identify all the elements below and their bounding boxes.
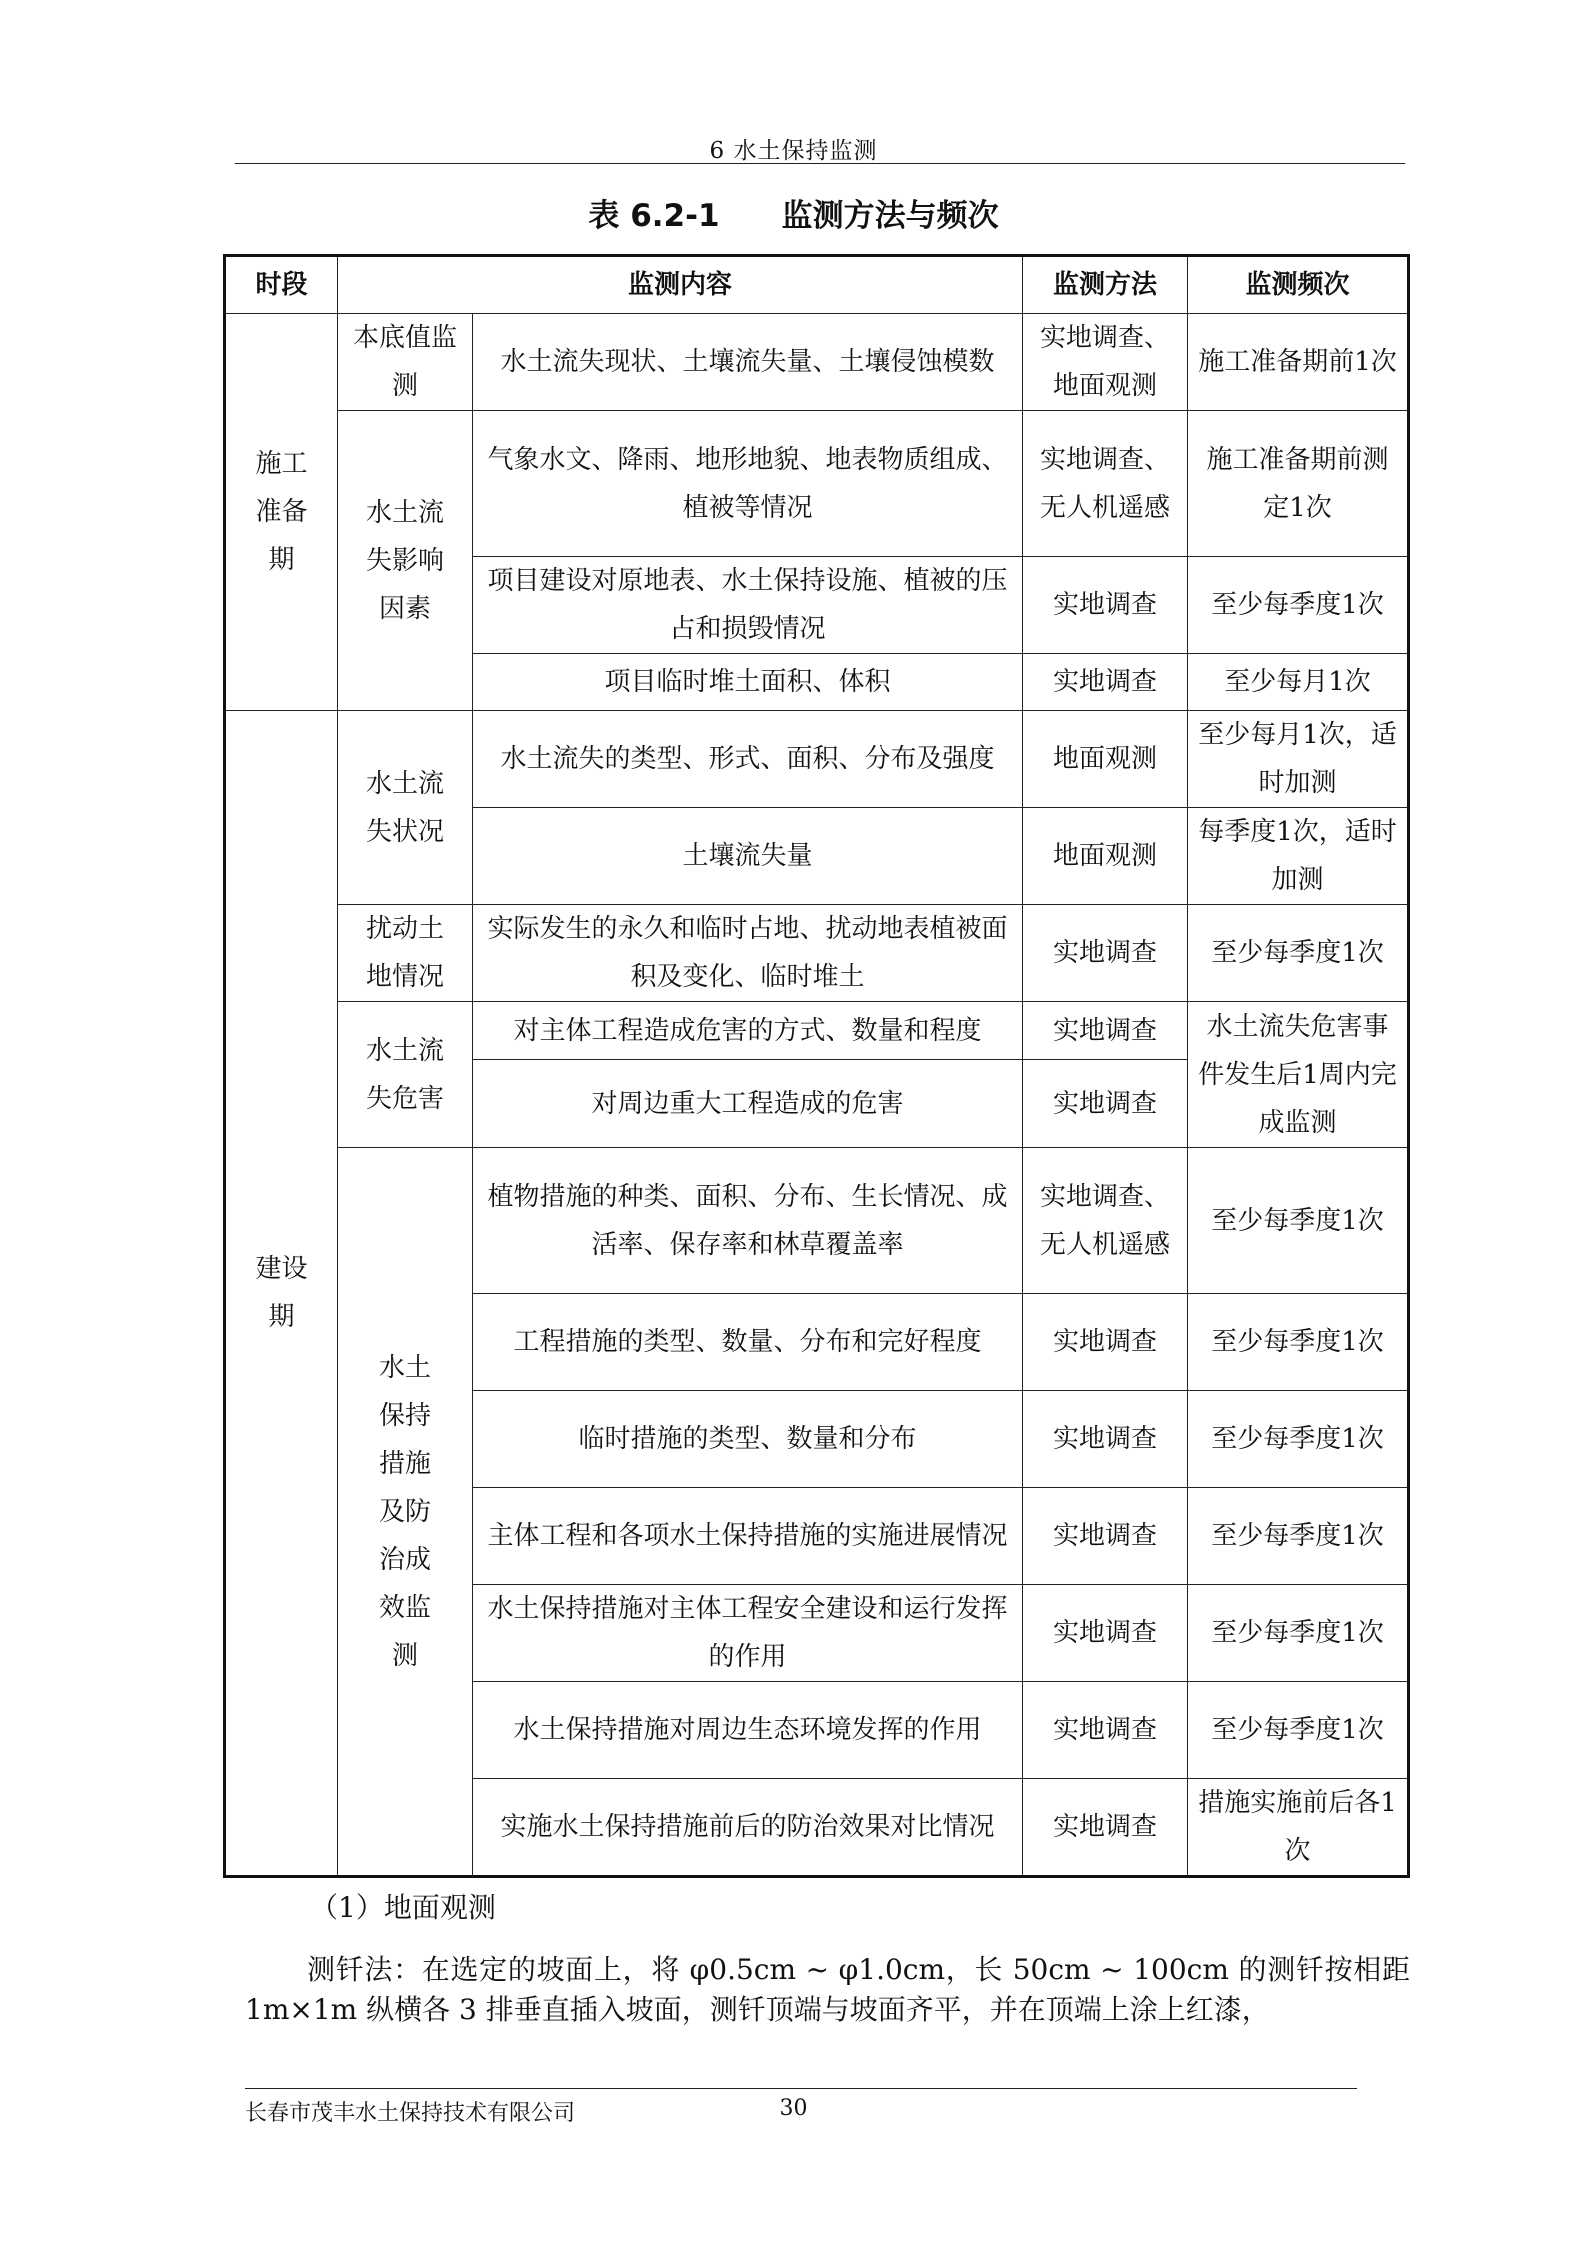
- frequency-cell: 施工准备期前1次: [1188, 314, 1409, 411]
- content-cell: 水土保持措施对周边生态环境发挥的作用: [473, 1682, 1023, 1779]
- method-cell: 实地调查: [1023, 557, 1188, 654]
- period-cell: 建设期: [225, 711, 338, 1877]
- frequency-cell: 至少每季度1次: [1188, 557, 1409, 654]
- footer-company: 长春市茂丰水土保持技术有限公司: [245, 2101, 576, 2126]
- method-cell: 实地调查: [1023, 654, 1188, 711]
- table-row: [225, 314, 1409, 411]
- content-cell: 水土流失现状、土壤流失量、土壤侵蚀模数: [473, 314, 1023, 411]
- method-cell: 地面观测: [1023, 808, 1188, 905]
- frequency-cell: 至少每季度1次: [1188, 1682, 1409, 1779]
- content-cell: 主体工程和各项水土保持措施的实施进展情况: [473, 1488, 1023, 1585]
- content-cell: 实施水土保持措施前后的防治效果对比情况: [473, 1779, 1023, 1877]
- content-cell: 水土流失的类型、形式、面积、分布及强度: [473, 711, 1023, 808]
- method-cell: 实地调查: [1023, 1060, 1188, 1148]
- header-content: 监测内容: [338, 256, 1023, 314]
- method-cell: 实地调查: [1023, 1585, 1188, 1682]
- content-cell: 对周边重大工程造成的危害: [473, 1060, 1023, 1148]
- method-cell: 实地调查: [1023, 1488, 1188, 1585]
- running-header: 6 水土保持监测: [709, 138, 878, 164]
- frequency-cell: 至少每季度1次: [1188, 1488, 1409, 1585]
- content-cell: 气象水文、降雨、地形地貌、地表物质组成、植被等情况: [473, 411, 1023, 557]
- header-rule: [235, 163, 1405, 164]
- frequency-cell: 水土流失危害事件发生后1周内完成监测: [1188, 1002, 1409, 1148]
- table-row: [225, 411, 1409, 557]
- body-paragraph: 测钎法：在选定的坡面上，将 φ0.5cm ~ φ1.0cm，长 50cm ~ 100cm 的测钎按相距 1m×1m 纵横各 3 排垂直插入坡面，测钎顶端与坡面齐平，并在顶端上涂上红漆，: [245, 1953, 1410, 2026]
- content-cell: 项目临时堆土面积、体积: [473, 654, 1023, 711]
- frequency-cell: 至少每季度1次: [1188, 1391, 1409, 1488]
- page-number: 30: [779, 2096, 808, 2121]
- content-cell: 土壤流失量: [473, 808, 1023, 905]
- category-cell: 扰动土地情况: [338, 905, 473, 1002]
- section-heading-ground-observation: （1）地面观测: [310, 1891, 496, 1924]
- table-caption: [0, 190, 1587, 235]
- table-row: [225, 1002, 1409, 1060]
- method-cell: 实地调查: [1023, 905, 1188, 1002]
- content-cell: 植物措施的种类、面积、分布、生长情况、成活率、保存率和林草覆盖率: [473, 1148, 1023, 1294]
- category-cell: 水土保持措施及防治成效监测: [338, 1148, 473, 1877]
- category-cell: 水土流失状况: [338, 711, 473, 905]
- content-cell: 水土保持措施对主体工程安全建设和运行发挥的作用: [473, 1585, 1023, 1682]
- category-cell: 水土流失影响因素: [338, 411, 473, 711]
- header-method: 监测方法: [1023, 256, 1188, 314]
- footer-rule: [245, 2088, 1357, 2089]
- frequency-cell: 措施实施前后各1次: [1188, 1779, 1409, 1877]
- table-header-row: [225, 256, 1409, 314]
- frequency-cell: 至少每月1次: [1188, 654, 1409, 711]
- frequency-cell: 至少每季度1次: [1188, 1585, 1409, 1682]
- table-row: [225, 1148, 1409, 1294]
- method-cell: 实地调查、无人机遥感: [1023, 1148, 1188, 1294]
- method-cell: 实地调查: [1023, 1779, 1188, 1877]
- frequency-cell: 至少每季度1次: [1188, 1148, 1409, 1294]
- category-cell: 水土流失危害: [338, 1002, 473, 1148]
- method-cell: 实地调查、无人机遥感: [1023, 411, 1188, 557]
- method-cell: 地面观测: [1023, 711, 1188, 808]
- content-cell: 实际发生的永久和临时占地、扰动地表植被面积及变化、临时堆土: [473, 905, 1023, 1002]
- content-cell: 工程措施的类型、数量、分布和完好程度: [473, 1294, 1023, 1391]
- content-cell: 项目建设对原地表、水土保持设施、植被的压占和损毁情况: [473, 557, 1023, 654]
- content-cell: 对主体工程造成危害的方式、数量和程度: [473, 1002, 1023, 1060]
- method-cell: 实地调查: [1023, 1294, 1188, 1391]
- monitoring-table: [223, 254, 1410, 1878]
- method-cell: 实地调查: [1023, 1002, 1188, 1060]
- category-cell: 本底值监测: [338, 314, 473, 411]
- table-title: 监测方法与频次: [781, 198, 999, 234]
- frequency-cell: 至少每季度1次: [1188, 1294, 1409, 1391]
- table-number: 表 6.2-1: [588, 198, 720, 234]
- frequency-cell: 施工准备期前测定1次: [1188, 411, 1409, 557]
- header-frequency: 监测频次: [1188, 256, 1409, 314]
- frequency-cell: 每季度1次，适时加测: [1188, 808, 1409, 905]
- header-period: 时段: [225, 256, 338, 314]
- frequency-cell: 至少每季度1次: [1188, 905, 1409, 1002]
- method-cell: 实地调查: [1023, 1391, 1188, 1488]
- period-cell: 施工准备期: [225, 314, 338, 711]
- frequency-cell: 至少每月1次，适时加测: [1188, 711, 1409, 808]
- table-row: [225, 711, 1409, 808]
- table-row: [225, 905, 1409, 1002]
- content-cell: 临时措施的类型、数量和分布: [473, 1391, 1023, 1488]
- method-cell: 实地调查、地面观测: [1023, 314, 1188, 411]
- method-cell: 实地调查: [1023, 1682, 1188, 1779]
